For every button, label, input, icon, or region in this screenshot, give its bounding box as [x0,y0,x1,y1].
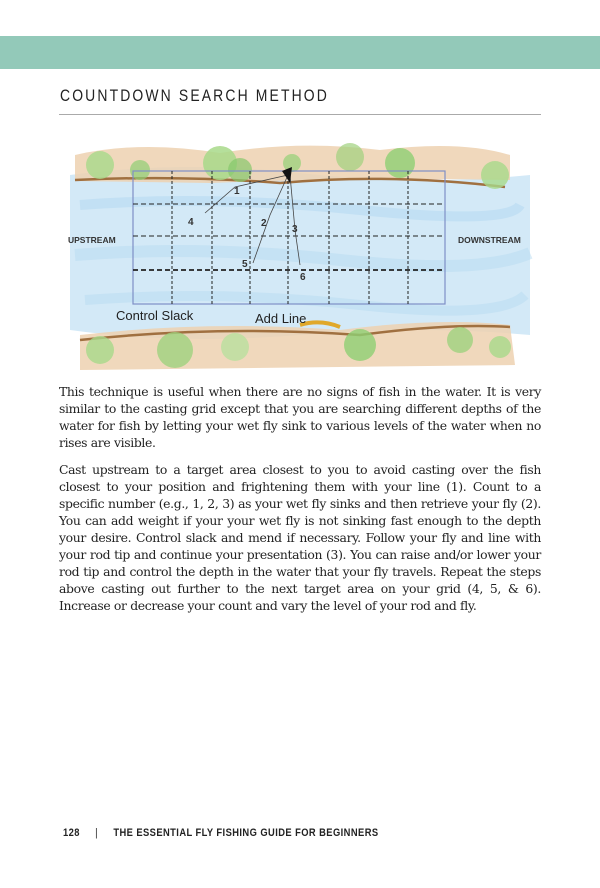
footer-separator: | [95,827,99,839]
cast-number-2: 2 [261,218,267,229]
upstream-label: UPSTREAM [68,235,116,245]
cast-number-4: 4 [188,217,194,228]
countdown-diagram [60,135,540,375]
control-slack-label: Control Slack [116,308,194,323]
paragraph: This technique is useful when there are no signs of fish in the water. It is very similar to the casting grid except that you are searching different depths of the water for fish by letting your wet fly sink to various levels of the water when no rises are visible. [59,384,541,450]
page-title: COUNTDOWN SEARCH METHOD [60,86,329,105]
cast-number-5: 5 [242,259,248,270]
page-footer [63,827,379,839]
page-number: 128 [63,827,80,839]
header-band [0,36,600,69]
book-title: THE ESSENTIAL FLY FISHING GUIDE FOR BEGINNERS [113,827,379,839]
title-rule [59,114,541,115]
cast-number-3: 3 [292,224,298,235]
cast-number-6: 6 [300,272,306,283]
body-text [59,383,541,624]
downstream-label: DOWNSTREAM [458,235,521,245]
paragraph: Cast upstream to a target area closest to you to avoid casting over the fish closest to your position and frightening them with your line (1). Count to a specific number (e.g., 1, 2, 3) as your wet fly sinks and then retrieve your fly (2). You can add weight if your your wet fly is not sinking fast enough to the depth your desire. Control slack and mend if necessary. Follow your fly and line with your rod tip and continue your presentation (3). You can raise and/or lower your rod tip and control the depth in the water that your fly travels. Repeat the steps above casting out further to the next target area on your grid (4, 5, & 6). Increase or decrease your count and vary the level of your rod and fly. [59,462,541,613]
add-line-label: Add Line [255,311,307,326]
cast-number-1: 1 [234,186,240,197]
bottom-bank [80,322,515,370]
